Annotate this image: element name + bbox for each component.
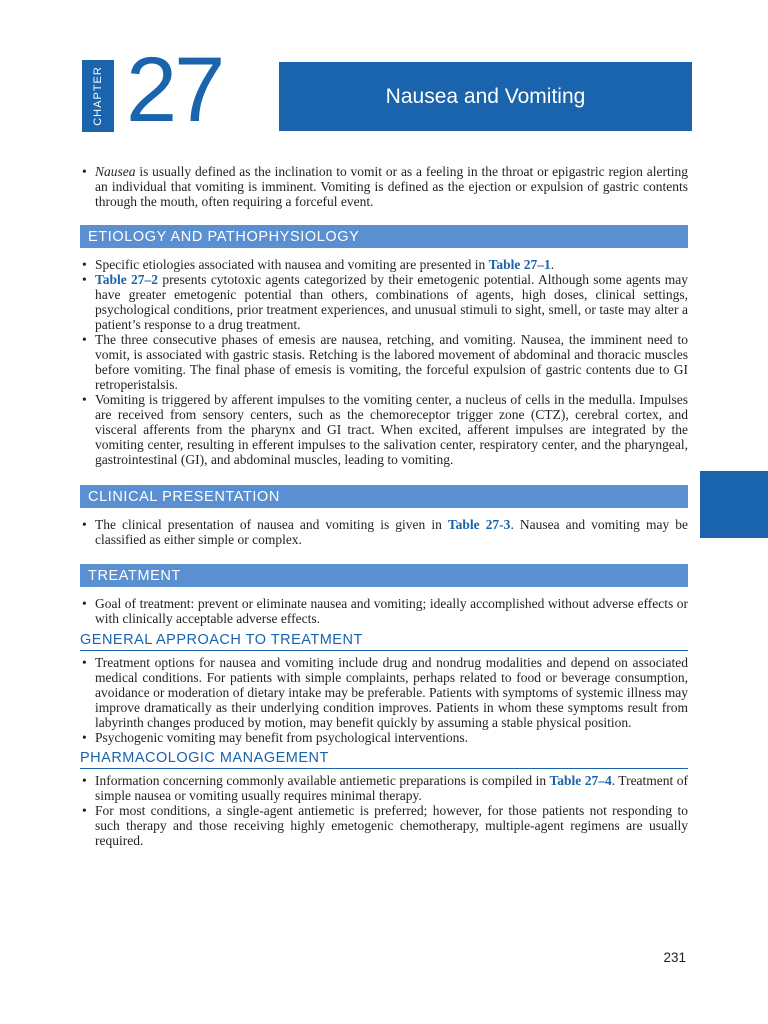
list-item: [80, 517, 688, 547]
list-item-text: .: [550, 257, 555, 272]
chapter-thumb-tab: [700, 471, 768, 538]
chapter-number: 27: [126, 39, 223, 141]
intro-bullet: [80, 164, 688, 209]
intro-list: [80, 164, 688, 209]
table-27-3-link[interactable]: Table 27-3: [447, 517, 511, 532]
table-27-1-link[interactable]: Table 27–1: [488, 257, 551, 272]
list-item: [80, 773, 688, 803]
subheading-pharmacologic: PHARMACOLOGIC MANAGEMENT: [80, 750, 688, 769]
section-heading-etiology: ETIOLOGY AND PATHOPHYSIOLOGY: [80, 225, 688, 248]
list-item-text: presents cytotoxic agents categorized by their emetogenic potential. Although some agents may have greater emetogenic potential than others, combinations of agents, high doses, clinical settings, psychological conditions, prior treatment experiences, and unusual stimuli to sight, smell, or taste may alter a patient’s response to a drug treatment.: [95, 272, 688, 332]
list-item: • Treatment options for nausea and vomiting include drug and nondrug modalities and depend on associated medical conditions. For patients with simple complaints, perhaps related to food or beverage consumption, avoidance or moderation of dietary intake may be preferable. Patients with symptoms of systemic illness may improve dramatically as their underlying condition improves. Patients in whom these symptoms result from labyrinth changes produced by motion, may benefit quickly by assuming a stable physical position.: [80, 655, 688, 730]
chapter-title-bar: [279, 62, 692, 131]
chapter-label-box: [82, 60, 114, 132]
section-heading-clinical: CLINICAL PRESENTATION: [80, 485, 688, 508]
list-item-text: . Nausea and vomiting may be classified as either simple or complex.: [95, 517, 688, 547]
list-item: • Goal of treatment: prevent or eliminate nausea and vomiting; ideally accomplished without adverse effects or with clinically acceptable adverse effects.: [80, 596, 688, 626]
clinical-list: [80, 517, 688, 547]
chapter-label: CHAPTER: [92, 66, 104, 126]
nausea-term: Nausea: [95, 164, 136, 179]
section-heading-treatment: TREATMENT: [80, 564, 688, 587]
list-item-text: . Treatment of simple nausea or vomiting usually requires minimal therapy.: [95, 773, 688, 803]
etiology-list: [80, 257, 688, 467]
pharm-list: [80, 773, 688, 848]
list-item: • Psychogenic vomiting may benefit from psychological interventions.: [80, 730, 688, 745]
subheading-general-approach: GENERAL APPROACH TO TREATMENT: [80, 632, 688, 651]
treatment-list: [80, 596, 688, 626]
list-item-text: Specific etiologies associated with nausea and vomiting are presented in: [95, 257, 489, 272]
table-27-2-link[interactable]: Table 27–2: [95, 272, 159, 287]
intro-text: is usually defined as the inclination to vomit or as a feeling in the throat or epigastric region alerting an individual that vomiting is imminent. Vomiting is defined as the ejection or expulsion of gastric contents through the mouth, often requiring a forceful event.: [95, 164, 688, 209]
general-list: [80, 655, 688, 745]
list-item-text: Information concerning commonly available antiemetic preparations is compiled in: [95, 773, 550, 788]
table-27-4-link[interactable]: Table 27–4: [549, 773, 612, 788]
list-item: • For most conditions, a single-agent antiemetic is preferred; however, for those patients not responding to such therapy and those receiving highly emetogenic chemotherapy, multiple-agent regimens are usually required.: [80, 803, 688, 848]
list-item: [80, 257, 688, 272]
chapter-title: Nausea and Vomiting: [385, 84, 586, 108]
list-item: • The three consecutive phases of emesis are nausea, retching, and vomiting. Nausea, the imminent need to vomit, is associated with gastric stasis. Retching is the labored movement of abdominal and thoracic muscles before vomiting. The final phase of emesis is vomiting, the forceful expulsion of gastric contents due to GI retroperistalsis.: [80, 332, 688, 392]
list-item: • Vomiting is triggered by afferent impulses to the vomiting center, a nucleus of cells in the medulla. Impulses are received from sensory centers, such as the chemoreceptor trigger zone (CTZ), cerebral cortex, and visceral afferents from the pharynx and GI tract. When excited, afferent impulses are integrated by the vomiting center, resulting in efferent impulses to the salivation center, respiratory center, and the pharyngeal, gastrointestinal (GI), and abdominal muscles, leading to vomiting.: [80, 392, 688, 467]
list-item-text: The clinical presentation of nausea and vomiting is given in: [95, 517, 448, 532]
list-item: [80, 272, 688, 332]
page-content: [80, 164, 688, 848]
page-number: 231: [663, 950, 686, 965]
